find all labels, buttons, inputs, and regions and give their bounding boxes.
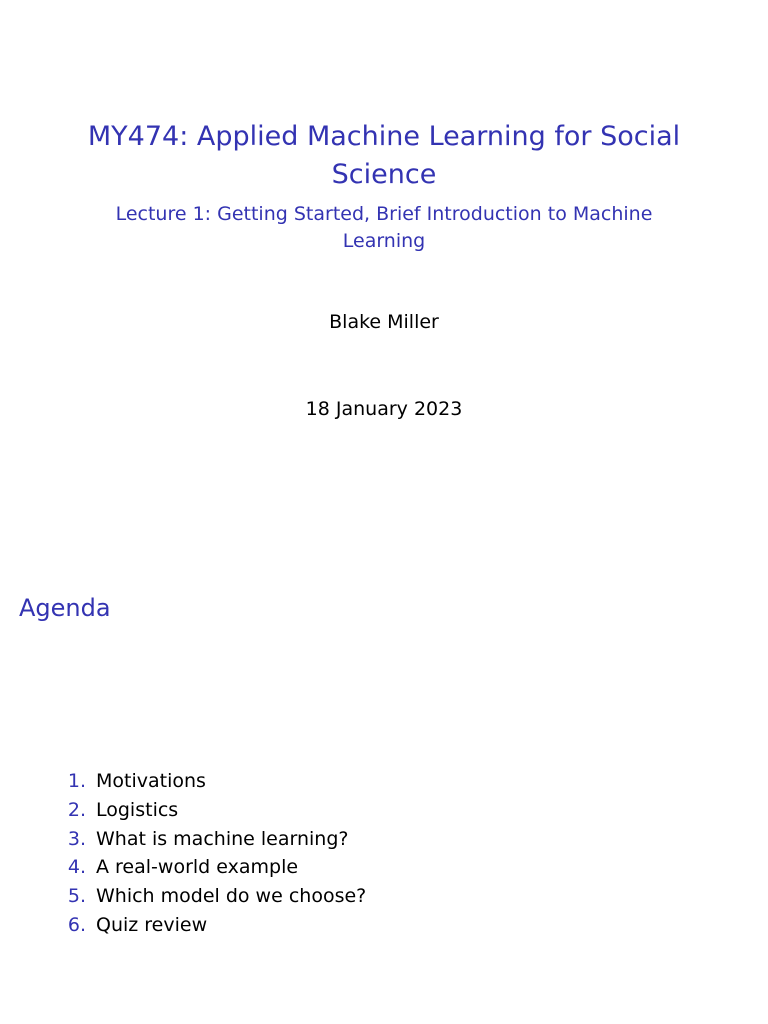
agenda-item [0, 882, 366, 911]
agenda-item [0, 825, 366, 854]
agenda-item-text: Motivations [96, 770, 206, 792]
lecture-subtitle: Lecture 1: Getting Started, Brief Introduction to Machine Learning [115, 203, 653, 252]
agenda-list [0, 767, 366, 940]
author-name: Blake Miller [329, 311, 439, 333]
agenda-item-text: A real-world example [96, 856, 299, 879]
agenda-item [0, 796, 366, 825]
agenda-item-number: 1. [67, 770, 86, 792]
agenda-item-text: Which model do we choose? [96, 885, 367, 908]
agenda-item-text: Logistics [96, 798, 179, 821]
agenda-item [0, 911, 366, 940]
agenda-heading: Agenda [19, 594, 111, 622]
agenda-item-number: 5. [67, 885, 86, 908]
agenda-item-text: Quiz review [96, 913, 208, 936]
agenda-item-number: 4. [67, 856, 86, 879]
presentation-date: 18 January 2023 [305, 398, 463, 420]
agenda-item-number: 6. [67, 913, 86, 936]
agenda-item-number: 2. [67, 798, 86, 821]
agenda-item-text: What is machine learning? [96, 827, 349, 850]
agenda-item [0, 767, 366, 796]
agenda-item-number: 3. [67, 827, 86, 850]
presentation-title: MY474: Applied Machine Learning for Social Science [87, 121, 681, 190]
agenda-item [0, 853, 366, 882]
